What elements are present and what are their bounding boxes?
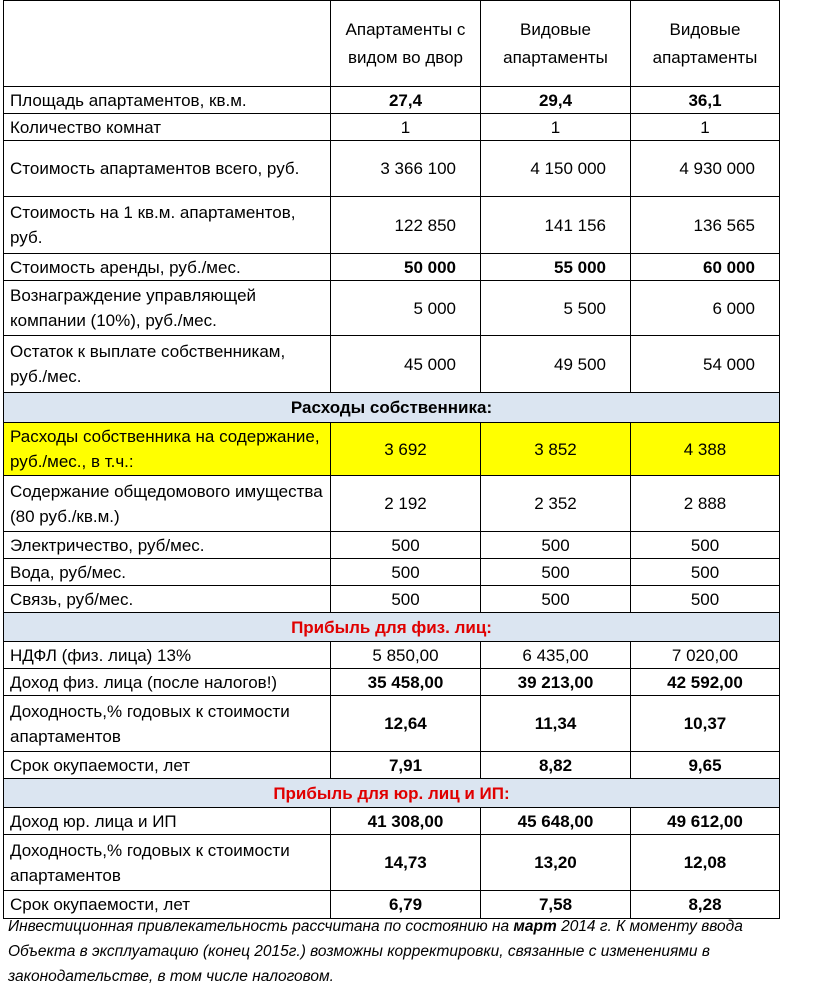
cell-value: 500 bbox=[481, 559, 631, 586]
row-label: НДФЛ (физ. лица) 13% bbox=[4, 642, 331, 669]
cell-value: 6 000 bbox=[631, 281, 780, 336]
cell-value: 39 213,00 bbox=[481, 669, 631, 696]
cell-value: 5 500 bbox=[481, 281, 631, 336]
table-row bbox=[4, 669, 780, 696]
section-title-expenses: Расходы собственника: bbox=[4, 393, 780, 423]
header-empty-cell bbox=[4, 1, 331, 87]
row-label: Содержание общедомового имущества (80 руб./кв.м.) bbox=[4, 476, 331, 532]
row-label: Срок окупаемости, лет bbox=[4, 891, 331, 919]
cell-value: 5 850,00 bbox=[331, 642, 481, 669]
table-row bbox=[4, 559, 780, 586]
cell-value: 4 388 bbox=[631, 423, 780, 476]
cell-value: 122 850 bbox=[331, 197, 481, 254]
row-label: Остаток к выплате собственникам, руб./мес. bbox=[4, 336, 331, 393]
cell-value: 8,28 bbox=[631, 891, 780, 919]
cell-value: 29,4 bbox=[481, 87, 631, 114]
footnote bbox=[8, 914, 778, 989]
cell-value: 36,1 bbox=[631, 87, 780, 114]
cell-value: 7,58 bbox=[481, 891, 631, 919]
table-row bbox=[4, 752, 780, 779]
table-row bbox=[4, 696, 780, 752]
row-label: Доходность,% годовых к стоимости апартаментов bbox=[4, 835, 331, 891]
row-label: Расходы собственника на содержание, руб./мес., в т.ч.: bbox=[4, 423, 331, 476]
footnote-month: март bbox=[513, 918, 557, 935]
table-row bbox=[4, 197, 780, 254]
table-row bbox=[4, 642, 780, 669]
table-row bbox=[4, 586, 780, 613]
section-row bbox=[4, 613, 780, 642]
investment-table-sheet bbox=[3, 0, 779, 919]
cell-value: 4 150 000 bbox=[481, 141, 631, 197]
cell-value: 141 156 bbox=[481, 197, 631, 254]
cell-value: 54 000 bbox=[631, 336, 780, 393]
cell-value: 6 435,00 bbox=[481, 642, 631, 669]
cell-value: 9,65 bbox=[631, 752, 780, 779]
cell-value: 2 352 bbox=[481, 476, 631, 532]
cell-value: 500 bbox=[481, 586, 631, 613]
row-label: Доход физ. лица (после налогов!) bbox=[4, 669, 331, 696]
cell-value: 14,73 bbox=[331, 835, 481, 891]
row-label: Доходность,% годовых к стоимости апартаментов bbox=[4, 696, 331, 752]
cell-value: 55 000 bbox=[481, 254, 631, 281]
cell-value: 500 bbox=[631, 586, 780, 613]
cell-value: 1 bbox=[481, 114, 631, 141]
cell-value: 3 692 bbox=[331, 423, 481, 476]
cell-value: 27,4 bbox=[331, 87, 481, 114]
table-row bbox=[4, 476, 780, 532]
cell-value: 50 000 bbox=[331, 254, 481, 281]
cell-value: 12,08 bbox=[631, 835, 780, 891]
row-label: Стоимость аренды, руб./мес. bbox=[4, 254, 331, 281]
table-row bbox=[4, 87, 780, 114]
row-label: Связь, руб/мес. bbox=[4, 586, 331, 613]
row-label: Срок окупаемости, лет bbox=[4, 752, 331, 779]
investment-table bbox=[3, 0, 780, 919]
cell-value: 11,34 bbox=[481, 696, 631, 752]
section-title-individuals: Прибыль для физ. лиц: bbox=[4, 613, 780, 642]
cell-value: 7 020,00 bbox=[631, 642, 780, 669]
cell-value: 13,20 bbox=[481, 835, 631, 891]
table-row bbox=[4, 114, 780, 141]
cell-value: 3 852 bbox=[481, 423, 631, 476]
table-row bbox=[4, 532, 780, 559]
cell-value: 35 458,00 bbox=[331, 669, 481, 696]
cell-value: 2 192 bbox=[331, 476, 481, 532]
column-header-yard: Апартаменты с видом во двор bbox=[331, 1, 481, 87]
cell-value: 136 565 bbox=[631, 197, 780, 254]
table-row bbox=[4, 254, 780, 281]
cell-value: 49 500 bbox=[481, 336, 631, 393]
cell-value: 500 bbox=[331, 586, 481, 613]
cell-value: 2 888 bbox=[631, 476, 780, 532]
table-row bbox=[4, 336, 780, 393]
cell-value: 1 bbox=[631, 114, 780, 141]
cell-value: 10,37 bbox=[631, 696, 780, 752]
table-row bbox=[4, 808, 780, 835]
cell-value: 1 bbox=[331, 114, 481, 141]
cell-value: 41 308,00 bbox=[331, 808, 481, 835]
cell-value: 49 612,00 bbox=[631, 808, 780, 835]
row-label: Доход юр. лица и ИП bbox=[4, 808, 331, 835]
column-header-view-1: Видовые апартаменты bbox=[481, 1, 631, 87]
footnote-text-end: 2014 г. К моменту ввода Объекта в эксплуатацию (конец 2015г.) возможны корректировки, связанные с изменениями в законодательстве, в том числе налоговом. bbox=[8, 918, 743, 985]
row-label: Площадь апартаментов, кв.м. bbox=[4, 87, 331, 114]
cell-value: 4 930 000 bbox=[631, 141, 780, 197]
cell-value: 7,91 bbox=[331, 752, 481, 779]
row-label: Стоимость на 1 кв.м. апартаментов, руб. bbox=[4, 197, 331, 254]
cell-value: 5 000 bbox=[331, 281, 481, 336]
section-title-legal: Прибыль для юр. лиц и ИП: bbox=[4, 779, 780, 808]
cell-value: 3 366 100 bbox=[331, 141, 481, 197]
table-row bbox=[4, 281, 780, 336]
section-row bbox=[4, 393, 780, 423]
row-label: Вода, руб/мес. bbox=[4, 559, 331, 586]
cell-value: 500 bbox=[631, 532, 780, 559]
cell-value: 500 bbox=[331, 532, 481, 559]
cell-value: 60 000 bbox=[631, 254, 780, 281]
cell-value: 500 bbox=[481, 532, 631, 559]
cell-value: 500 bbox=[331, 559, 481, 586]
footnote-text-start: Инвестиционная привлекательность рассчитана по состоянию на bbox=[8, 918, 514, 935]
cell-value: 42 592,00 bbox=[631, 669, 780, 696]
cell-value: 45 648,00 bbox=[481, 808, 631, 835]
row-label: Количество комнат bbox=[4, 114, 331, 141]
row-label: Вознаграждение управляющей компании (10%), руб./мес. bbox=[4, 281, 331, 336]
table-row bbox=[4, 835, 780, 891]
table-row-highlighted bbox=[4, 423, 780, 476]
header-row bbox=[4, 1, 780, 87]
row-label: Стоимость апартаментов всего, руб. bbox=[4, 141, 331, 197]
cell-value: 500 bbox=[631, 559, 780, 586]
section-row bbox=[4, 779, 780, 808]
cell-value: 8,82 bbox=[481, 752, 631, 779]
column-header-view-2: Видовые апартаменты bbox=[631, 1, 780, 87]
table-row bbox=[4, 141, 780, 197]
cell-value: 12,64 bbox=[331, 696, 481, 752]
row-label: Электричество, руб/мес. bbox=[4, 532, 331, 559]
cell-value: 6,79 bbox=[331, 891, 481, 919]
cell-value: 45 000 bbox=[331, 336, 481, 393]
